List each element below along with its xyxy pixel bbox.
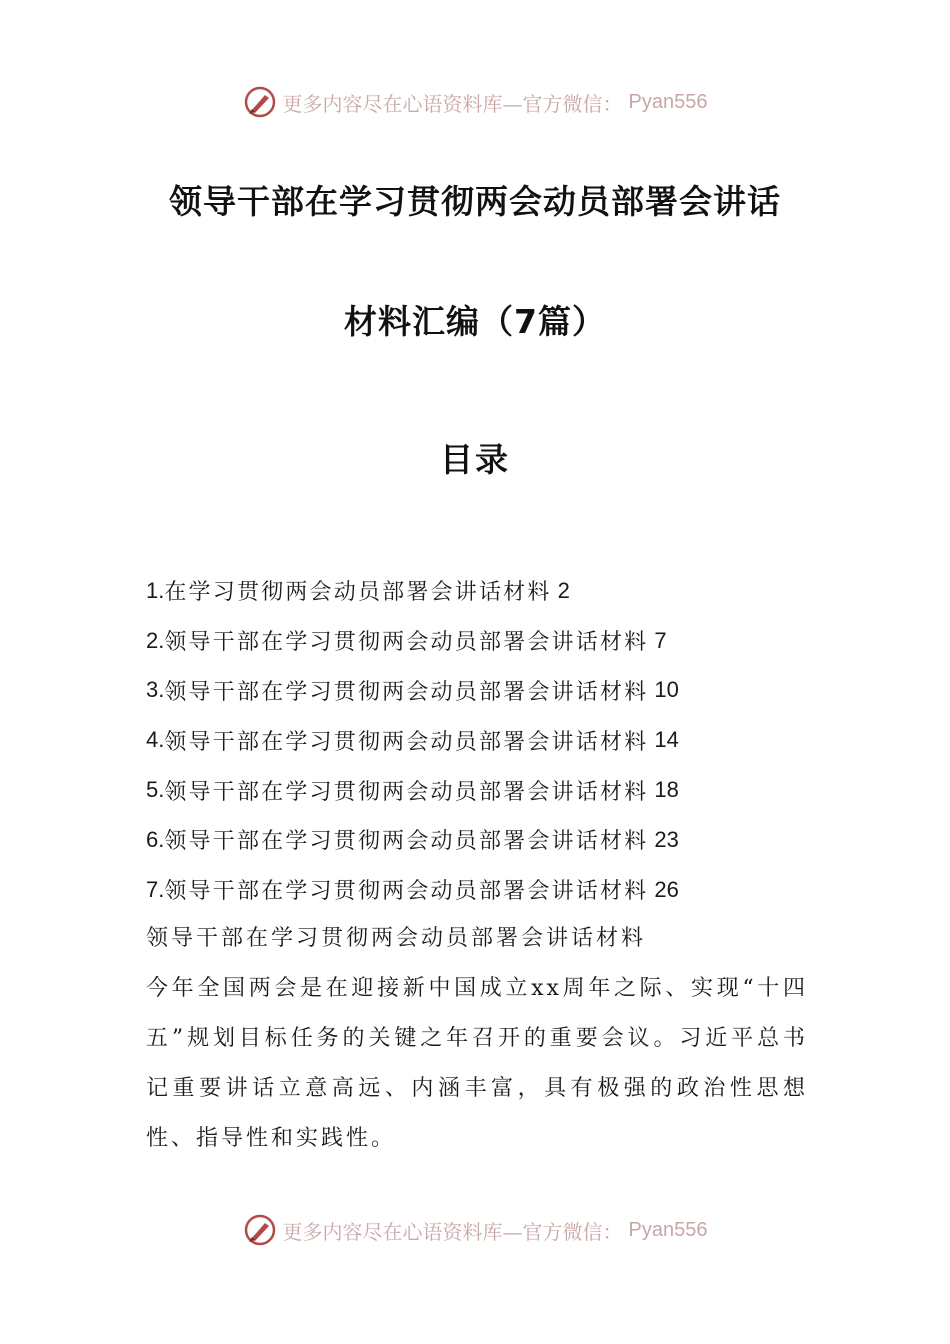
toc-item-page: 23 — [654, 826, 679, 852]
toc-item[interactable] — [146, 715, 806, 765]
body-paragraph: 今年全国两会是在迎接新中国成立xx周年之际、实现“十四五”规划目标任务的关键之年召开的重要会议。习近平总书记重要讲话立意高远、内涵丰富，具有极强的政治性思想性、指导性和实践性。 — [146, 976, 808, 1151]
toc-item[interactable] — [146, 765, 806, 815]
document-title-line2: 材料汇编（7篇） — [344, 302, 606, 341]
watermark-text: 更多内容尽在心语资料库—官方微信： — [282, 1219, 623, 1244]
body-section — [146, 914, 808, 1164]
toc-item-text: 在学习贯彻两会动员部署会讲话材料 — [164, 580, 552, 606]
document-title-line1: 领导干部在学习贯彻两会动员部署会讲话 — [169, 182, 781, 221]
table-of-contents — [146, 566, 806, 915]
toc-item-number: 4. — [146, 727, 165, 753]
toc-item[interactable] — [146, 865, 806, 915]
pen-logo-icon — [243, 85, 277, 119]
toc-item-number: 3. — [146, 677, 165, 703]
toc-item-number: 5. — [146, 777, 165, 803]
toc-item-page: 7 — [654, 627, 667, 653]
toc-item-page: 10 — [654, 677, 679, 703]
footer-watermark — [0, 1210, 950, 1250]
toc-item-page: 14 — [654, 727, 679, 753]
toc-item-page: 26 — [654, 876, 679, 902]
watermark-wechat-id: Pyan556 — [628, 90, 708, 113]
toc-item-page: 2 — [557, 577, 570, 603]
header-watermark — [0, 82, 950, 122]
toc-item-number: 1. — [146, 577, 165, 603]
toc-item-text: 领导干部在学习贯彻两会动员部署会讲话材料 — [164, 729, 649, 755]
toc-item-text: 领导干部在学习贯彻两会动员部署会讲话材料 — [164, 779, 649, 805]
toc-item-text: 领导干部在学习贯彻两会动员部署会讲话材料 — [164, 879, 649, 905]
toc-item[interactable] — [146, 566, 806, 616]
toc-heading: 目录 — [440, 440, 510, 479]
toc-item-page: 18 — [654, 777, 679, 803]
toc-item[interactable] — [146, 666, 806, 716]
toc-item-number: 7. — [146, 876, 165, 902]
toc-item-text: 领导干部在学习贯彻两会动员部署会讲话材料 — [164, 630, 649, 656]
section-subtitle: 领导干部在学习贯彻两会动员部署会讲话材料 — [146, 926, 647, 951]
toc-item-text: 领导干部在学习贯彻两会动员部署会讲话材料 — [164, 679, 649, 705]
pen-logo-icon — [243, 1213, 277, 1247]
toc-item[interactable] — [146, 616, 806, 666]
toc-item-number: 6. — [146, 826, 165, 852]
toc-item-text: 领导干部在学习贯彻两会动员部署会讲话材料 — [164, 829, 649, 855]
watermark-text: 更多内容尽在心语资料库—官方微信： — [282, 91, 623, 116]
watermark-wechat-id: Pyan556 — [628, 1218, 708, 1241]
toc-item[interactable] — [146, 815, 806, 865]
toc-item-number: 2. — [146, 627, 165, 653]
